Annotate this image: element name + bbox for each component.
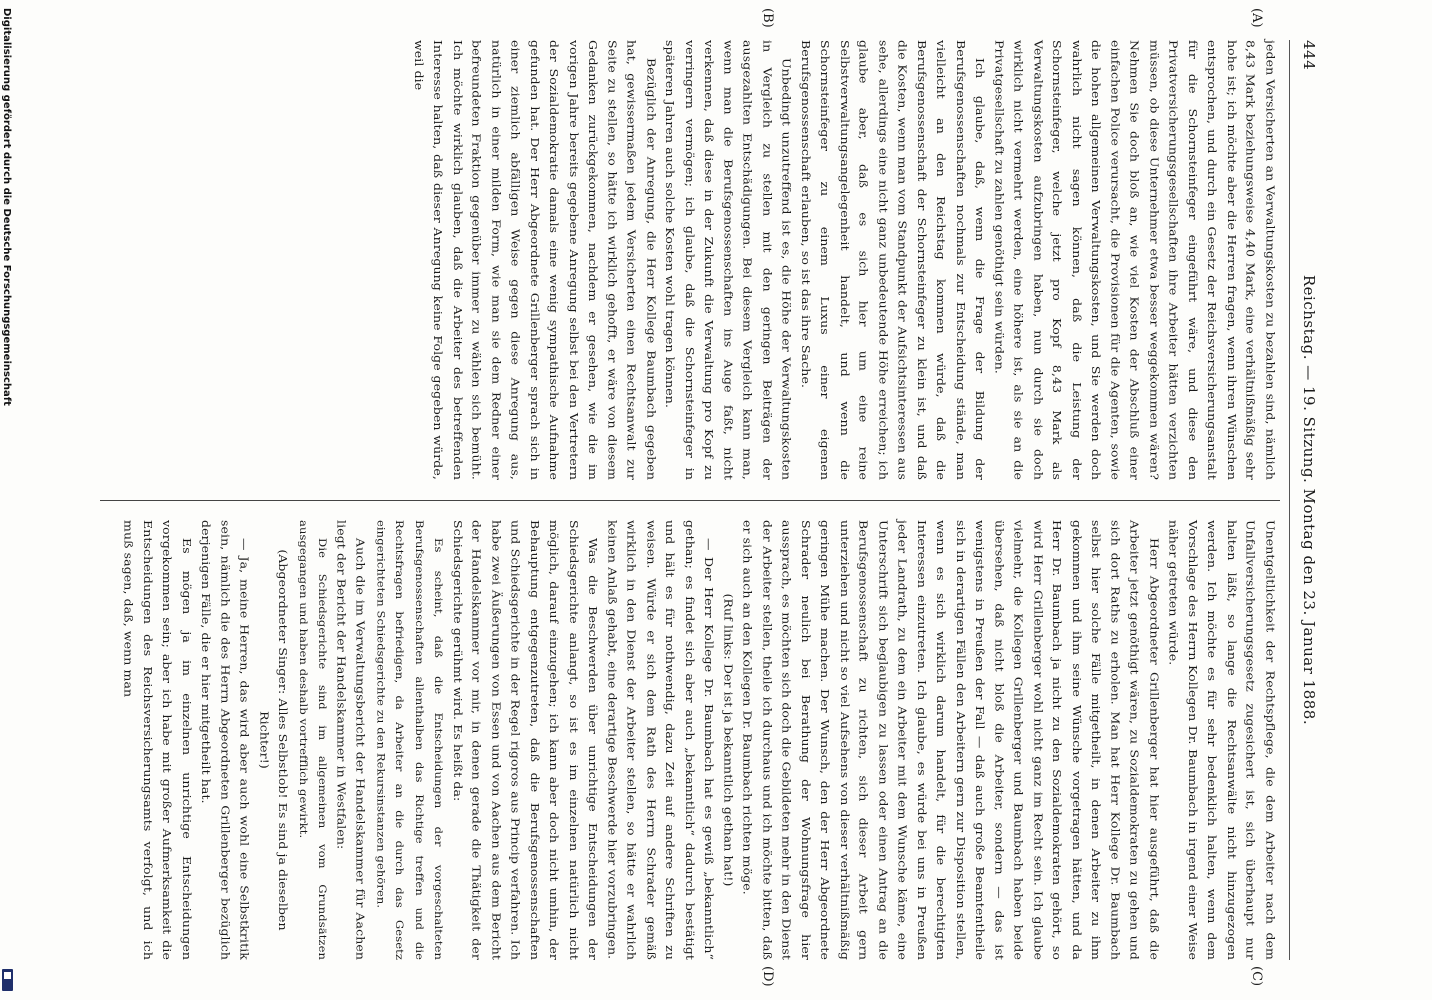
- right-text-column: [119, 520, 1280, 960]
- paragraph: Bezüglich der Anregung, die Herr Kollege Baumbach gegeben hat, gewissermaßen jedem Versicherten einen Rechtsanwalt zur Seite zu stellen, so hätte ich wirklich gehofft, er wäre von diesem Gedanken zurückgekommen, nachdem er gesehen, wie die im vorigen Jahre bereits gegebene Anregung selbst bei den Vertretern der Sozialdemokratie damals eine wenig sympathische Aufnahme gefunden hat. Der Herr Abgeordnete Grillenberger sprach sich in einer ziemlich abfälligen Weise gegen diese Anregung aus, natürlich in einer milden Form, wie man sie dem Redner einer befreundeten Fraktion gegenüber immer zu wählen sich bemüht. Ich möchte wirklich glauben, daß die Arbeiter des betreffenden Interesse halten, daß dieser Anregung keine Folge gegeben würde, weil die: [412, 40, 659, 480]
- left-text-column: [409, 40, 1280, 480]
- page-number: 444: [1300, 40, 1318, 71]
- digitization-credit-text: Digitalisierung gefördert durch die Deutsche Forschungsgemeinschaft: [1, 8, 12, 406]
- digitization-credit-strip: [0, 0, 14, 1000]
- interjection: (Abgeordneter Singer: Alles Selbstlob! Es sind ja dieselben Richter!): [257, 549, 291, 931]
- header-rule: [1289, 40, 1290, 960]
- quotation: Die Schiedsgerichte sind im allgemeinen vom Grundsätzen ausgegangen und haben deshalb vortrefflich gewirkt.: [297, 520, 330, 960]
- paragraph: — Ja, meine Herren, das wird aber auch wohl eine Selbstkritik sein, nämlich die des Herrn Abgeordneten Grillenberger bezüglich derjenigen Fälle, die er hier mitgetheilt hat.: [199, 520, 252, 960]
- paragraph: Es mögen ja im einzelnen unrichtige Entscheidungen vorgekommen sein; aber ich habe mit großer Aufmerksamkeit die Entscheidungen des Reichsversicherungsamts verfolgt, und ich muß sagen, daß, wenn man: [122, 520, 194, 960]
- margin-marker-d: (D): [760, 966, 775, 987]
- paragraph: Ich glaube, daß, wenn die Frage der Bildung der Berufsgenossenschaften nochmals zur Entscheidung stände, man vielleicht an den Reichstag kommen würde, daß die Berufsgenossenschaft der Schornsteinfeger zu klein ist, und daß die Kosten, wenn man vom Standpunkt der Aufsichtsinteressen aus sehe, allerdings eine nicht ganz unbedeutende Höhe erreichen; ich glaube aber, daß es sich hier um eine reine Selbstverwaltungsangelegenheit handelt, und wenn die Schornsteinfeger zu einem Luxus einer eigenen Berufsgenossenschaft erlauben, so ist das ihre Sache.: [799, 40, 988, 480]
- paragraph: — Der Herr Kollege Dr. Baumbach hat es gewiß „bekanntlich“ gethan; es findet sich aber auch „bekanntlich“ dadurch bestätigt und hält es für nothwendig, dazu Zeit auf andere Schriften zu weisen. Würde er sich dem Rath des Herrn Schrader gemäß wirklich in den Dienst der Arbeiter stellen, so hätte er wahrlich keinen Anlaß gehabt, eine derartige Beschwerde hier vorzubringen.: [605, 520, 717, 960]
- dfg-logo-icon: [2, 969, 13, 991]
- running-title: Reichstag. — 19. Sitzung. Montag den 23. Januar 1888.: [1300, 274, 1318, 726]
- page-header: [1288, 40, 1320, 960]
- paragraph: Was die Beschwerden über unrichtige Entscheidungen der Schiedsgerichte anlangt, so ist es im einzelnen natürlich nicht möglich, darauf einzugehen; ich kann aber doch nicht umhin, der Behauptung entgegenzutreten, daß die Berufsgenossenschaften und Schiedsgerichte in der Regel rigoros aus Princip verfahren. Ich habe zwei Äußerungen von Essen und von Aachen aus dem Bericht der Handelskammer vor mir, in denen gerade die Thätigkeit der Schiedsgerichte gerühmt wird. Es heißt da:: [451, 520, 601, 960]
- rotated-page-content: [90, 8, 1320, 987]
- paragraph: Auch die im Verwaltungsbericht der Handelskammer für Aachen liegt der Bericht der Handelskammer in Westfalen:: [335, 520, 368, 960]
- paragraph: Unbedingt unzutreffend ist es, die Höhe der Verwaltungskosten in Vergleich zu stellen mit den geringen Beiträgen der ausgezahlten Entschädigungen. Bei diesem Vergleich kann man, wenn man die Berufsgenossenschaften ins Auge faßt, nicht verkennen, daß diese in der Zukunft die Verwaltung pro Kopf zu verringern vermögen; ich glaube, daß die Schornsteinfeger in späteren Jahren auch solche Kosten wohl tragen können.: [663, 40, 794, 480]
- interjection: (Ruf links: Der ist ja bekanntlich gethan hat!): [722, 593, 736, 887]
- margin-marker-c: (C): [1249, 966, 1264, 987]
- paragraph: Unentgeltlichkeit der Rechtspflege, die dem Arbeiter nach dem Unfallversicherungsgesetz zugesichert ist, sich überhaupt nur halten läßt, so lange die Rechtsanwälte nicht hinzugezogen werden. Ich möchte es für sehr bedenklich halten, wenn dem Vorschlage des Herrn Kollegen Dr. Baumbach in irgend einer Weise näher getreten würde.: [1167, 520, 1278, 960]
- quotation: Es scheint, daß die Entscheidungen der vorgeschalteten Berufsgenossenschaften allenthalben das Richtige treffen und die Rechtsfragen befriedigen, da Arbeiter an die durch das Gesetz eingerichteten Schiedsgerichte zu den Rekursinstanzen gehören.: [374, 520, 446, 960]
- margin-marker-b: (B): [760, 8, 775, 28]
- margin-marker-a: (A): [1249, 8, 1264, 28]
- paragraph: jeden Versicherten an Verwaltungskosten zu bezahlen sind, nämlich 8,43 Mark beziehungsweise 4,40 Mark, eine verhältnißmäßig sehr hohe ist; ich möchte aber die Herren fragen, wenn ihren Wünschen entsprochen, und durch ein Gesetz der Reichsversicherungsanstalt für die Schornsteinfeger eingeführt wäre, und diese den Privatversicherungsgesellschaften ihre Arbeiter hätten verzichten müssen, ob diese Unternehmer etwa besser weggekommen wären? Nehmen Sie doch bloß an, wie viel Kosten der Abschluß einer einfachen Police verursacht, die Provisionen für die Agenten, sowie die hohen allgemeinen Verwaltungskosten, und Sie werden doch wahrlich nicht sagen können, daß die Leistung der Schornsteinfeger, welche jetzt pro Kopf 8,43 Mark als Verwaltungskosten aufzubringen haben, nun durch sie doch wirklich nicht vermehrt werden, eine höhere ist, als sie an die Privatgesellschaft zu zahlen genöthigt sein würden.: [992, 40, 1278, 480]
- column-divider: [100, 500, 1280, 501]
- paragraph: Herr Abgeordneter Grillenberger hat hier ausgeführt, daß die Arbeiter jetzt genöthigt wären, zu Sozialdemokraten zu gehen und sich dort Raths zu erholen. Man hat Herr Kollege Dr. Baumbach selbst hier solche Fälle mitgetheilt, in denen Arbeiter zu ihm gekommen und ihm seine Wünsche vorgetragen hätten, und da Herr Dr. Baumbach ja nicht zu den Sozialdemokraten gehört, so wird Herr Grillenberger wohl nicht ganz im Recht sein. Ich glaube vielmehr, die Kollegen Grillenberger und Baumbach haben beide übersehen, daß nicht bloß die Arbeiter, sondern — das ist wenigstens in Preußen der Fall — daß auch große Beamtentheile sich in derartigen Fällen den Arbeitern gern zur Disposition stellen, wenn es sich wirklich darum handelt, für die berechtigten Interessen einzutreten. Ich glaube, es würde bei uns in Preußen jeder Landrath, zu dem ein Arbeiter mit dem Wunsche käme, eine Unterschrift sich beglaubigen zu lassen oder einen Antrag an die Berufsgenossenschaft zu richten, sich dieser Arbeit gern unterziehen und nicht so viel Aufsehens von dieser verhältnißmäßig geringen Mühe machen. Der Wunsch, den der Herr Abgeordnete Schrader neulich bei Berathung der Wohnungsfrage hier aussprach, es möchten sich doch die Gebildeten mehr in den Dienst der Arbeiter stellen, theile ich durchaus und ich möchte bitten, daß er sich auch an den Kollegen Dr. Baumbach richten möge.: [741, 520, 1162, 960]
